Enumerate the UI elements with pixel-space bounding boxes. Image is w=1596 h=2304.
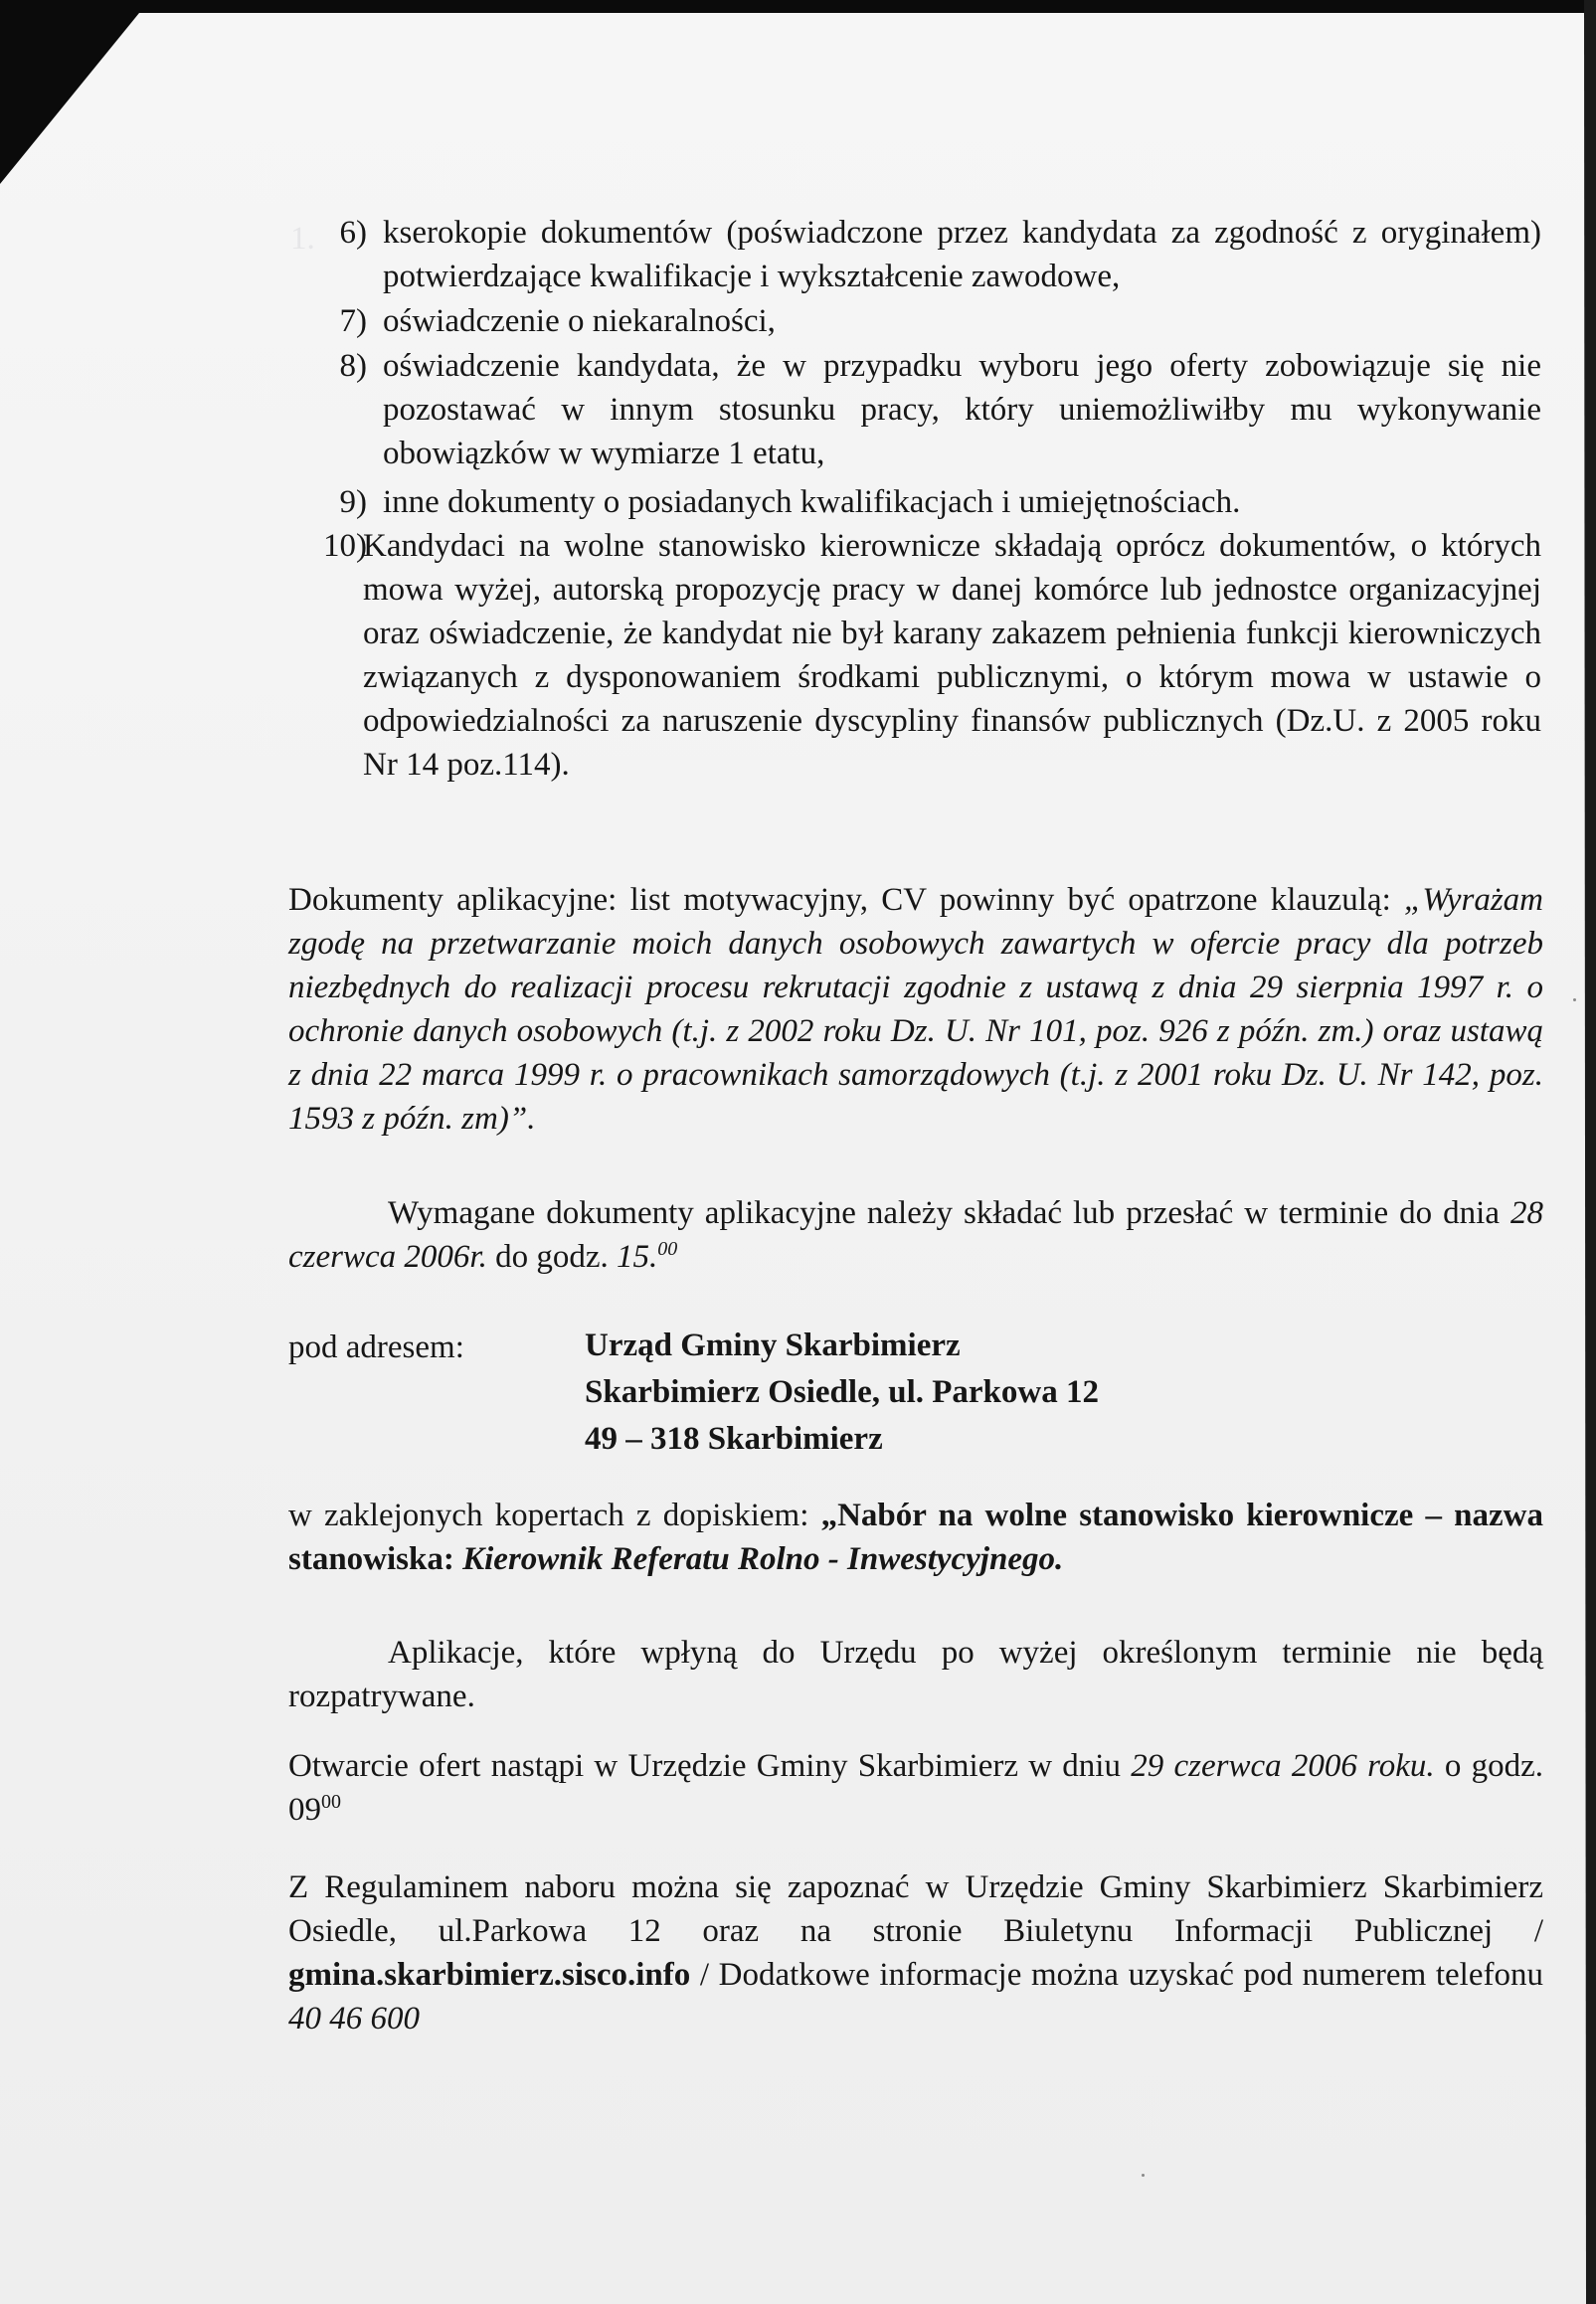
clause-lead: Dokumenty aplikacyjne: list motywacyjny, CV powinny być opatrzone klauzulą: — [288, 882, 1405, 918]
list-item-number: 9) — [339, 484, 367, 520]
deadline-lead: Wymagane dokumenty aplikacyjne należy składać lub przesłać w terminie do dnia — [388, 1195, 1510, 1231]
bip-website: gmina.skarbimierz.sisco.info — [288, 1957, 691, 1993]
list-item-text: inne dokumenty o posiadanych kwalifikacjach i umiejętnościach. — [383, 484, 1241, 520]
regulations-paragraph — [288, 1865, 1543, 2040]
list-item — [303, 524, 1541, 787]
deadline-mid: do godz. — [486, 1239, 617, 1275]
clause-quote: „Wyrażam zgodę na przetwarzanie moich danych osobowych zawartych w ofercie pracy dla potrzeb niezbędnych do realizacji procesu rekrutacji zgodnie z ustawą z dnia 29 sierpnia 1997 r. o ochronie danych osobowych (t.j. z 2002 roku Dz. U. Nr 101, poz. 926 z późn. zm.) oraz ustawą z dnia 22 marca 1999 r. o pracownikach samorządowych (t.j. z 2001 roku Dz. U. Nr 142, poz. 1593 z późn. zm)”. — [288, 882, 1543, 1137]
address-line-office: Urząd Gminy Skarbimierz — [585, 1328, 961, 1363]
opening-hour: 09 — [288, 1792, 321, 1828]
address-line-street: Skarbimierz Osiedle, ul. Parkowa 12 — [585, 1374, 1099, 1410]
list-item-text: oświadczenie o niekaralności, — [383, 303, 776, 339]
opening-mid: o godz. — [1434, 1748, 1543, 1784]
deadline-paragraph — [288, 1191, 1543, 1279]
address-line-postcode: 49 – 318 Skarbimierz — [585, 1421, 883, 1457]
list-item-number: 10) — [323, 528, 367, 564]
address-label: pod adresem: — [288, 1329, 464, 1365]
late-applications-paragraph — [288, 1631, 1543, 1718]
regulations-lead: Z Regulaminem naboru można się zapoznać w Urzędzie Gminy Skarbimierz Skarbimierz Osiedle, ul.Parkowa 12 oraz na stronie Biuletynu Informacji Publicznej / — [288, 1869, 1543, 1949]
regulations-tail: / Dodatkowe informacje można uzyskać pod numerem telefonu — [690, 1957, 1543, 1993]
envelope-paragraph — [288, 1494, 1543, 1581]
deadline-minutes: 00 — [657, 1238, 678, 1260]
list-item — [303, 344, 1541, 475]
consent-clause-paragraph — [288, 878, 1543, 1141]
deadline-date: 28 czerwca 2006r. — [288, 1195, 1543, 1275]
list-item-number: 8) — [339, 348, 367, 384]
opening-paragraph — [288, 1744, 1543, 1832]
opening-lead: Otwarcie ofert nastąpi w Urzędzie Gminy Skarbimierz w dniu — [288, 1748, 1132, 1784]
show-through-text: 1. — [290, 221, 315, 257]
list-item — [303, 480, 1541, 524]
deadline-hour: 15. — [616, 1239, 658, 1275]
opening-minutes: 00 — [321, 1791, 341, 1813]
envelope-lead: w zaklejonych kopertach z dopiskiem: — [288, 1498, 821, 1533]
list-item — [303, 299, 1541, 343]
list-item-number: 7) — [339, 303, 367, 339]
list-item — [303, 211, 1541, 298]
list-item-text: oświadczenie kandydata, że w przypadku wyboru jego oferty zobowiązuje się nie pozostawać w innym stosunku pracy, który uniemożliwiłby mu wykonywanie obowiązków w wymiarze 1 etatu, — [383, 348, 1541, 471]
envelope-position: Kierownik Referatu Rolno - Inwestycyjnego. — [462, 1541, 1064, 1577]
opening-date: 29 czerwca 2006 roku. — [1131, 1748, 1435, 1784]
list-item-text: Kandydaci na wolne stanowisko kierownicze składają oprócz dokumentów, o których mowa wyżej, autorską propozycję pracy w danej komórce lub jednostce organizacyjnej oraz oświadczenie, że kandydat nie był karany zakazem pełnienia funkcji kierowniczych związanych z dysponowaniem środkami publicznymi, o którym mowa w ustawie o odpowiedzialności za naruszenie dyscypliny finansów publicznych (Dz.U. z 2005 roku Nr 14 poz.114). — [363, 528, 1541, 783]
list-item-text: kserokopie dokumentów (poświadczone przez kandydata za zgodność z oryginałem) potwierdzające kwalifikacje i wykształcenie zawodowe, — [383, 215, 1541, 294]
address-block — [585, 1323, 1099, 1463]
list-item-number: 6) — [339, 215, 367, 251]
phone-number: 40 46 600 — [288, 2001, 420, 2037]
envelope-label: „Nabór na wolne stanowisko kierownicze – nazwa stanowiska: — [288, 1498, 1543, 1577]
late-notice-text: Aplikacje, które wpłyną do Urzędu po wyżej określonym terminie nie będą rozpatrywane. — [288, 1635, 1543, 1714]
